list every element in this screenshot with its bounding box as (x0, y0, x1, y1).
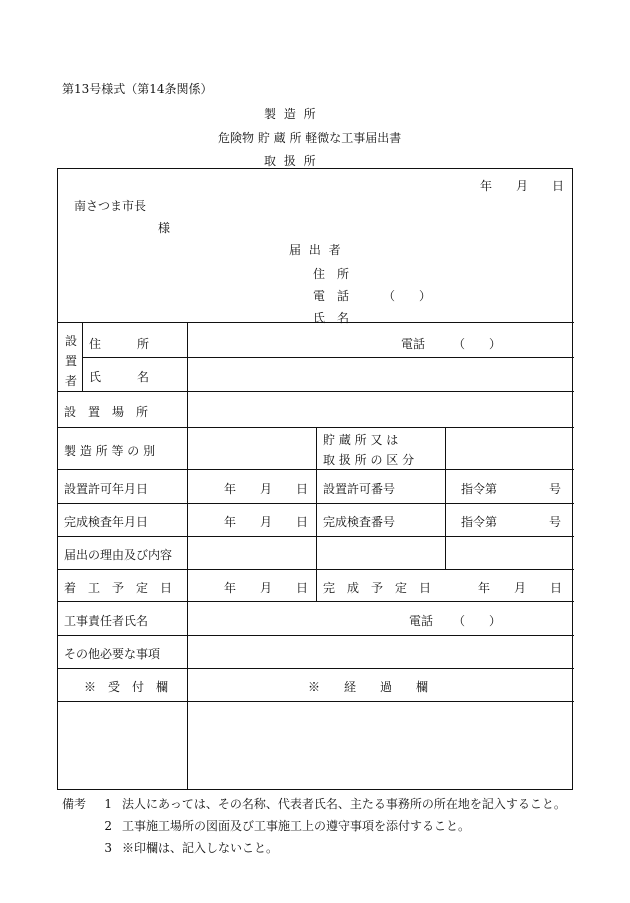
note-number: 2 (104, 819, 112, 833)
location-label: 設 置 場 所 (64, 405, 149, 419)
completion-date-blank[interactable]: 年 月 日 (478, 581, 563, 595)
permit-date-label: 設置許可年月日 (64, 482, 149, 496)
inspection-issue-label: 号 (549, 515, 562, 529)
installer-address-label: 住 所 (89, 337, 150, 351)
storage-category-line1: 貯 蔵 所 又 は (323, 433, 399, 447)
note-item (96, 817, 470, 834)
honorific: 様 (158, 221, 171, 235)
title-line-1: 製 造 所 (264, 107, 318, 121)
notifier-label: 届 出 者 (289, 243, 343, 257)
note-number: 3 (104, 841, 112, 855)
note-item (96, 839, 278, 856)
inspection-directive-label: 指令第 (461, 515, 498, 529)
supervisor-phone-parens[interactable]: （ ） (453, 614, 502, 628)
form-number: 第13号様式（第14条関係） (62, 82, 213, 96)
notifier-phone-label: 電 話 (313, 289, 350, 303)
completion-date-label: 完 成 予 定 日 (323, 581, 432, 595)
note-text: ※印欄は、記入しないこと。 (122, 841, 279, 855)
addressee: 南さつま市長 (74, 199, 147, 213)
title-line-3: 取 扱 所 (264, 154, 318, 168)
progress-column-label: ※ 経 過 欄 (308, 680, 429, 694)
storage-category-line2: 取 扱 所 の 区 分 (323, 453, 415, 467)
note-number: 1 (104, 797, 112, 811)
notifier-phone-parens[interactable]: （ ） (383, 289, 432, 303)
reception-column-label: ※ 受 付 欄 (84, 680, 169, 694)
other-matters-label: その他必要な事項 (64, 647, 161, 661)
notes-label: 備考 (62, 797, 87, 811)
note-item (96, 795, 566, 812)
permit-issue-label: 号 (549, 482, 562, 496)
installer-phone-label: 電話 (401, 337, 426, 351)
inspection-date-label: 完成検査年月日 (64, 515, 149, 529)
permit-number-label: 設置許可番号 (323, 482, 396, 496)
installer-name-label: 氏 名 (89, 370, 150, 384)
supervisor-phone-label: 電話 (409, 614, 434, 628)
date-blank[interactable]: 年 月 日 (479, 179, 564, 193)
form-frame (57, 168, 573, 790)
inspection-number-label: 完成検査番号 (323, 515, 396, 529)
start-date-blank[interactable]: 年 月 日 (224, 581, 309, 595)
notifier-name-label: 氏 名 (313, 311, 350, 325)
note-text: 法人にあっては、その名称、代表者氏名、主たる事務所の所在地を記入すること。 (122, 797, 566, 811)
installer-phone-parens[interactable]: （ ） (453, 337, 502, 351)
start-date-label: 着 工 予 定 日 (64, 581, 173, 595)
installer-label: 設置者 (64, 334, 77, 388)
note-text: 工事施工場所の図面及び工事施工上の遵守事項を添付すること。 (122, 819, 471, 833)
permit-date-blank[interactable]: 年 月 日 (224, 482, 309, 496)
notifier-address-label: 住 所 (313, 267, 350, 281)
facility-type-label: 製 造 所 等 の 別 (64, 444, 156, 458)
inspection-date-blank[interactable]: 年 月 日 (224, 515, 309, 529)
permit-directive-label: 指令第 (461, 482, 498, 496)
reason-label: 届出の理由及び内容 (64, 548, 173, 562)
supervisor-label: 工事責任者氏名 (64, 614, 149, 628)
title-line-2: 危険物 貯 蔵 所 軽微な工事届出書 (218, 131, 402, 145)
